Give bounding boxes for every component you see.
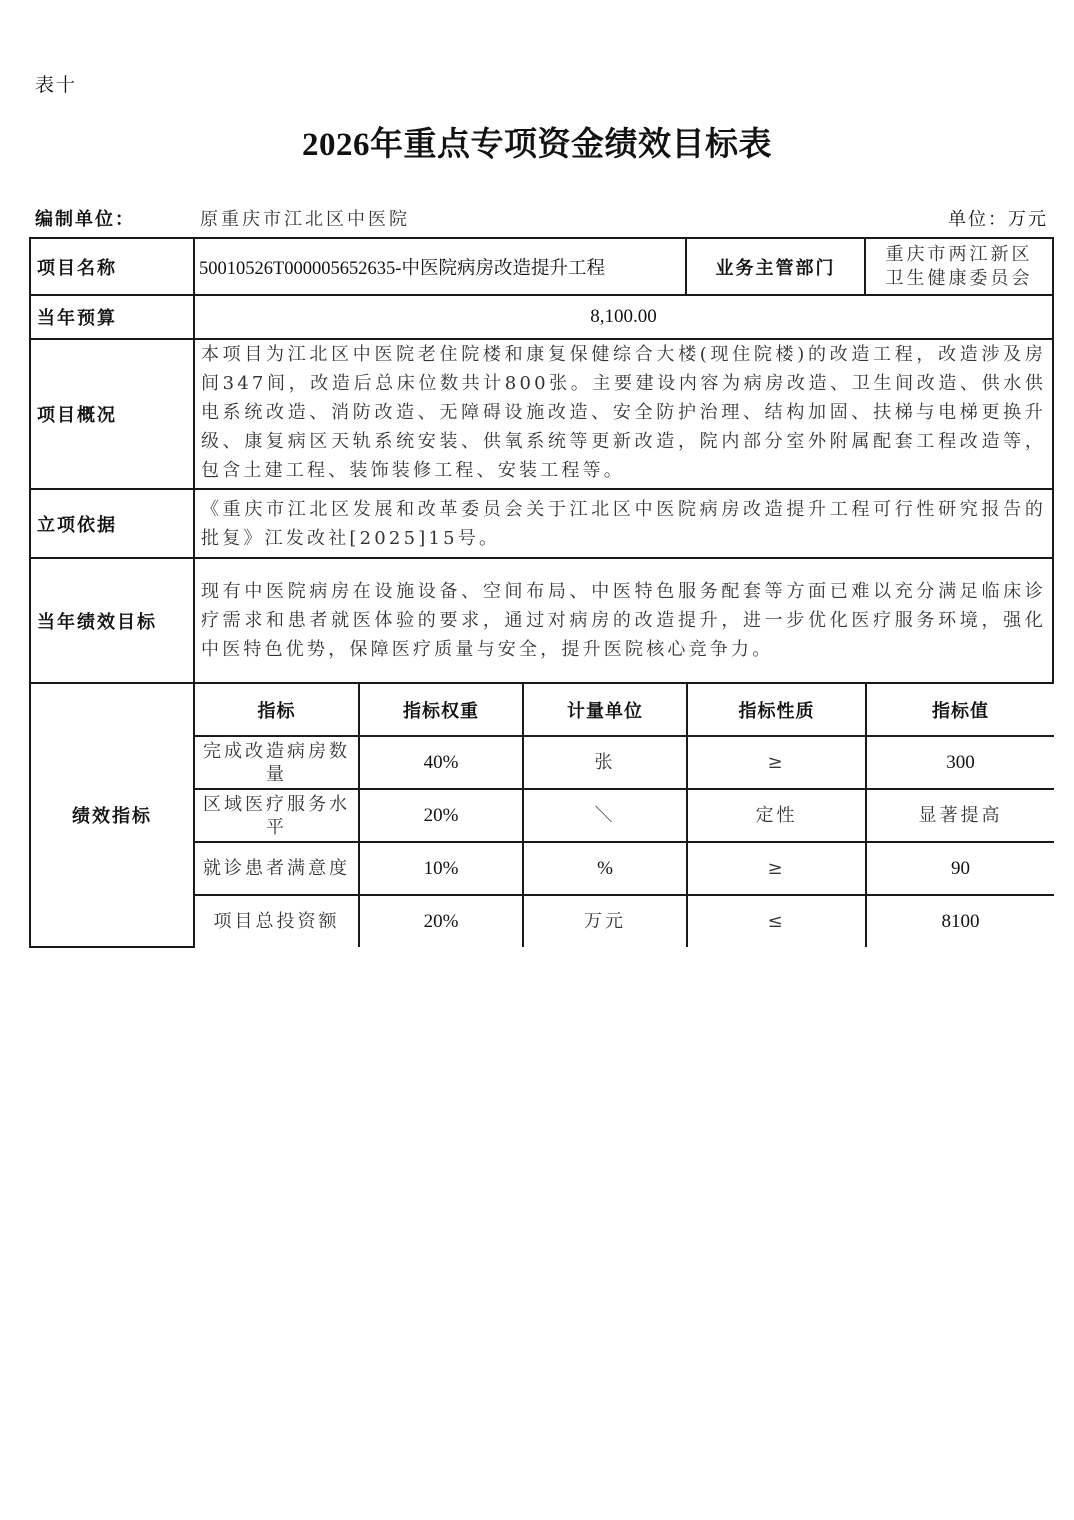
indicator-nature: ≥	[687, 842, 866, 895]
indicator-value: 显著提高	[866, 789, 1054, 842]
row-basis	[30, 489, 1053, 558]
document-title: 2026年重点专项资金绩效目标表	[302, 127, 772, 163]
indicator-unit: 万元	[523, 895, 687, 947]
indicator-nature: ≤	[687, 895, 866, 947]
indicators-cell	[194, 683, 1053, 947]
unit-label: 单位：万元	[948, 209, 1048, 230]
indicator-weight: 10%	[359, 842, 523, 895]
row-goal	[30, 558, 1053, 683]
row-overview	[30, 339, 1053, 489]
project-name-value	[194, 238, 686, 295]
basis-label: 立项依据	[30, 489, 194, 558]
dept-label: 业务主管部门	[686, 238, 865, 295]
row-budget	[30, 295, 1053, 339]
performance-goal-table	[29, 237, 1054, 948]
indicator-row	[195, 789, 1054, 842]
indicator-value: 300	[866, 736, 1054, 789]
overview-value	[194, 339, 1053, 489]
indicator-row	[195, 842, 1054, 895]
indicator-nature: 定性	[687, 789, 866, 842]
row-project-name	[30, 238, 1053, 295]
indicator-row	[195, 736, 1054, 789]
budget-label: 当年预算	[30, 295, 194, 339]
indicator-weight: 40%	[359, 736, 523, 789]
indicator-weight: 20%	[359, 789, 523, 842]
indicator-value: 8100	[866, 895, 1054, 947]
project-name-label: 项目名称	[30, 238, 194, 295]
goal-value: 现有中医院病房在设施设备、空间布局、中医特色服务配套等方面已难以充分满足临床诊疗需求和患者就医体验的要求，通过对病房的改造提升，进一步优化医疗服务环境，强化中医特色优势，保障医疗质量与安全，提升医院核心竞争力。	[194, 558, 1053, 683]
indicator-unit: %	[523, 842, 687, 895]
indicator-name: 区域医疗服务水平	[195, 789, 359, 842]
budget-value-cell	[194, 295, 1053, 339]
indicator-unit: 张	[523, 736, 687, 789]
indicator-nature: ≥	[687, 736, 866, 789]
column-header: 指标	[195, 684, 359, 736]
indicator-name: 就诊患者满意度	[195, 842, 359, 895]
project-name-text: 50010526T000005652635-中医院病房改造提升工程	[199, 258, 605, 279]
indicator-unit: ＼	[523, 789, 687, 842]
row-indicators	[30, 683, 1053, 947]
dept-value: 重庆市两江新区卫生健康委员会	[865, 238, 1053, 295]
overview-label: 项目概况	[30, 339, 194, 489]
column-header: 指标权重	[359, 684, 523, 736]
table-number: 表十	[35, 74, 78, 96]
column-header: 指标性质	[687, 684, 866, 736]
meta-row	[35, 205, 1048, 233]
indicators-header	[195, 684, 1054, 736]
indicator-value: 90	[866, 842, 1054, 895]
compiler-label: 编制单位：	[35, 209, 135, 230]
compiler-value: 原重庆市江北区中医院	[200, 209, 410, 230]
overview-text: 本项目为江北区中医院老住院楼和康复保健综合大楼(现住院楼)的改造工程，改造涉及房间347间，改造后总床位数共计800张。主要建设内容为病房改造、卫生间改造、供水供电系统改造、消防改造、无障碍设施改造、安全防护治理、结构加固、扶梯与电梯更换升级、康复病区天轨系统安装、供氧系统等更新改造，院内部分室外附属配套工程改造等，包含土建工程、装饰装修工程、安装工程等。	[201, 343, 1047, 481]
goal-label: 当年绩效目标	[30, 558, 194, 683]
indicator-name: 项目总投资额	[195, 895, 359, 947]
column-header: 指标值	[866, 684, 1054, 736]
budget-value: 8,100.00	[590, 306, 657, 327]
basis-value: 《重庆市江北区发展和改革委员会关于江北区中医院病房改造提升工程可行性研究报告的批复》江发改社[2025]15号。	[194, 489, 1053, 558]
column-header: 计量单位	[523, 684, 687, 736]
indicator-name: 完成改造病房数量	[195, 736, 359, 789]
indicator-weight: 20%	[359, 895, 523, 947]
indicator-row	[195, 895, 1054, 947]
indicators-label: 绩效指标	[30, 683, 194, 947]
indicators-table	[195, 684, 1054, 947]
